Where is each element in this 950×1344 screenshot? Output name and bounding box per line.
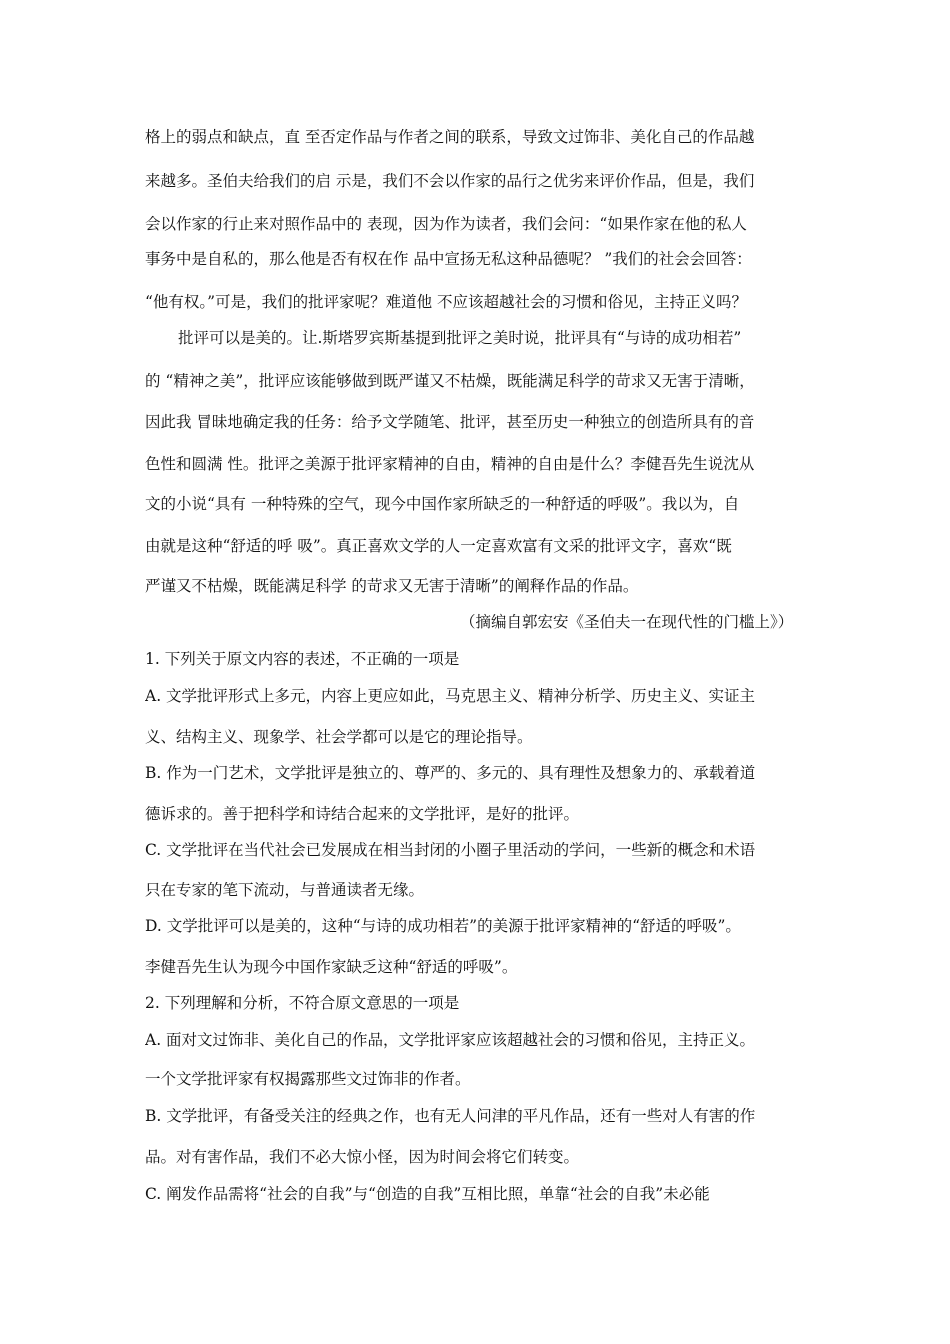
passage-line: 由就是这种“舒适的呼 吸”。真正喜欢文学的人一定喜欢富有文采的批评文字，喜欢“既 (145, 537, 732, 555)
question-2-option-c: C. 阐发作品需将“社会的自我”与“创造的自我”互相比照，单靠“社会的自我”未必能 (145, 1185, 710, 1203)
question-2-option-b-cont: 品。对有害作品，我们不必大惊小怪，因为时间会将它们转变。 (145, 1148, 580, 1166)
question-1-option-a-cont: 义、结构主义、现象学、社会学都可以是它的理论指导。 (145, 728, 533, 746)
question-2-option-a-cont: 一个文学批评家有权揭露那些文过饰非的作者。 (145, 1070, 471, 1088)
passage-line: 色性和圆满 性。批评之美源于批评家精神的自由，精神的自由是什么？李健吾先生说沈从 (145, 455, 755, 473)
passage-paragraph-start: 批评可以是美的。让.斯塔罗宾斯基提到批评之美时说，批评具有“与诗的成功相若” (178, 329, 742, 347)
question-2-option-b: B. 文学批评，有备受关注的经典之作，也有无人问津的平凡作品，还有一些对人有害的作 (145, 1107, 756, 1125)
question-2-option-a: A. 面对文过饰非、美化自己的作品，文学批评家应该超越社会的习惯和俗见，主持正义。 (145, 1031, 756, 1049)
source-citation: （摘编自郭宏安《圣伯夫一在现代性的门槛上》） (460, 613, 794, 631)
passage-line: “他有权。”可是，我们的批评家呢？难道他 不应该超越社会的习惯和俗见，主持正义吗？ (145, 293, 748, 311)
question-1-option-b-cont: 德诉求的。善于把科学和诗结合起来的文学批评，是好的批评。 (145, 805, 580, 823)
question-1-option-c-cont: 只在专家的笔下流动，与普通读者无缘。 (145, 881, 425, 899)
passage-line: 严谨又不枯燥，既能满足科学 的苛求又无害于清晰”的阐释作品的作品。 (145, 577, 639, 595)
passage-line: 文的小说“具有 一种特殊的空气，现今中国作家所缺乏的一种舒适的呼吸”。我以为，自 (145, 495, 740, 513)
passage-line: 事务中是自私的，那么他是否有权在作 品中宣扬无私这种品德呢？ ”我们的社会会回答： (145, 250, 752, 268)
question-1-option-d: D. 文学批评可以是美的，这种“与诗的成功相若”的美源于批评家精神的“舒适的呼吸”。 (145, 917, 741, 935)
question-1-option-d-cont: 李健吾先生认为现今中国作家缺乏这种“舒适的呼吸”。 (145, 958, 518, 976)
passage-line: 因此我 冒昧地确定我的任务：给予文学随笔、批评，甚至历史一种独立的创造所具有的音 (145, 413, 755, 431)
passage-line: 的 “精神之美”，批评应该能够做到既严谨又不枯燥，既能满足科学的苛求又无害于清晰， (145, 372, 755, 390)
question-1-stem: 1. 下列关于原文内容的表述，不正确的一项是 (145, 650, 460, 668)
question-1-option-a: A. 文学批评形式上多元，内容上更应如此，马克思主义、精神分析学、历史主义、实证主 (145, 687, 756, 705)
question-1-option-c: C. 文学批评在当代社会已发展成在相当封闭的小圈子里活动的学问，一些新的概念和术语 (145, 841, 756, 859)
passage-line: 来越多。圣伯夫给我们的启 示是，我们不会以作家的品行之优劣来评价作品，但是，我们 (145, 172, 755, 190)
passage-line: 格上的弱点和缺点，直 至否定作品与作者之间的联系，导致文过饰非、美化自己的作品越 (145, 128, 755, 146)
passage-line: 会以作家的行止来对照作品中的 表现，因为作为读者，我们会问：“如果作家在他的私人 (145, 215, 747, 233)
question-2-stem: 2. 下列理解和分析，不符合原文意思的一项是 (145, 994, 460, 1012)
question-1-option-b: B. 作为一门艺术，文学批评是独立的、尊严的、多元的、具有理性及想象力的、承载着道 (145, 764, 756, 782)
